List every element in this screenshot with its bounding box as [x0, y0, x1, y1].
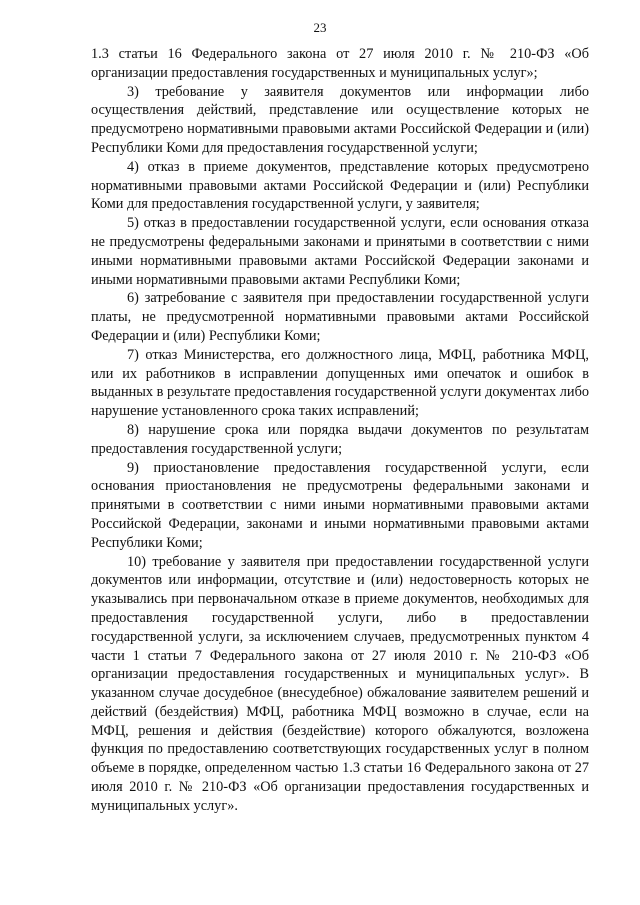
paragraph-item-5: 5) отказ в предоставлении государственной услуги, если основания отказа не предусмотрены федеральными законами и принятыми в соответствии с ними иными нормативными правовыми актами Российской Федерации законами и иными нормативными правовыми актами Республики Коми; — [91, 215, 589, 288]
paragraph-item-10: 10) требование у заявителя при предоставлении государственной услуги документов или информации, отсутствие и (или) недостоверность которых не указывались при первоначальном отказе в приеме документов, необходимых для предоставления государственной услуги, либо в предоставлении государственной услуги, за исключением случаев, предусмотренных пунктом 4 части 1 статьи 7 Федерального закона от 27 июля 2010 г. № 210-ФЗ «Об организации предоставления государственных и муниципальных услуг». В указанном случае досудебное (внесудебное) обжалование заявителем решений и действий (бездействия) МФЦ, работника МФЦ возможно в случае, если на МФЦ, решения и действия (бездействие) которого обжалуются, возложена функция по предоставлению соответствующих государственных услуг в полном объеме в порядке, определенном частью 1.3 статьи 16 Федерального закона от 27 июля 2010 г. № 210-ФЗ «Об организации предоставления государственных и муниципальных услуг». — [91, 553, 589, 814]
paragraph-item-9: 9) приостановление предоставления государственной услуги, если основания приостановления не предусмотрены федеральными законами и принятыми в соответствии с ними иными нормативными правовыми актами Российской Федерации, законами и иными нормативными правовыми актами Республики Коми; — [91, 459, 589, 551]
paragraph-item-3: 3) требование у заявителя документов или информации либо осуществления действий, представление или осуществление которых не предусмотрено нормативными правовыми актами Российской Федерации и (или) Республики Коми для предоставления государственной услуги; — [91, 83, 589, 156]
paragraph-item-8: 8) нарушение срока или порядка выдачи документов по результатам предоставления государственной услуги; — [91, 421, 589, 457]
document-body — [91, 45, 589, 816]
paragraph-item-7: 7) отказ Министерства, его должностного лица, МФЦ, работника МФЦ, или их работников в исправлении допущенных ими опечаток и ошибок в выданных в результате предоставления государственной услуги документах либо нарушение установленного срока таких исправлений; — [91, 346, 589, 420]
paragraph-item-6: 6) затребование с заявителя при предоставлении государственной услуги платы, не предусмотренной нормативными правовыми актами Российской Федерации и (или) Республики Коми; — [91, 290, 589, 344]
page-number: 23 — [313, 20, 327, 35]
paragraph-continuation: 1.3 статьи 16 Федерального закона от 27 июля 2010 г. № 210-ФЗ «Об организации предоставления государственных и муниципальных услуг»; — [91, 46, 589, 81]
paragraph-item-4: 4) отказ в приеме документов, представление которых предусмотрено нормативными правовыми актами Российской Федерации и (или) Республики Коми для предоставления государственной услуги, у заявителя; — [91, 158, 589, 213]
